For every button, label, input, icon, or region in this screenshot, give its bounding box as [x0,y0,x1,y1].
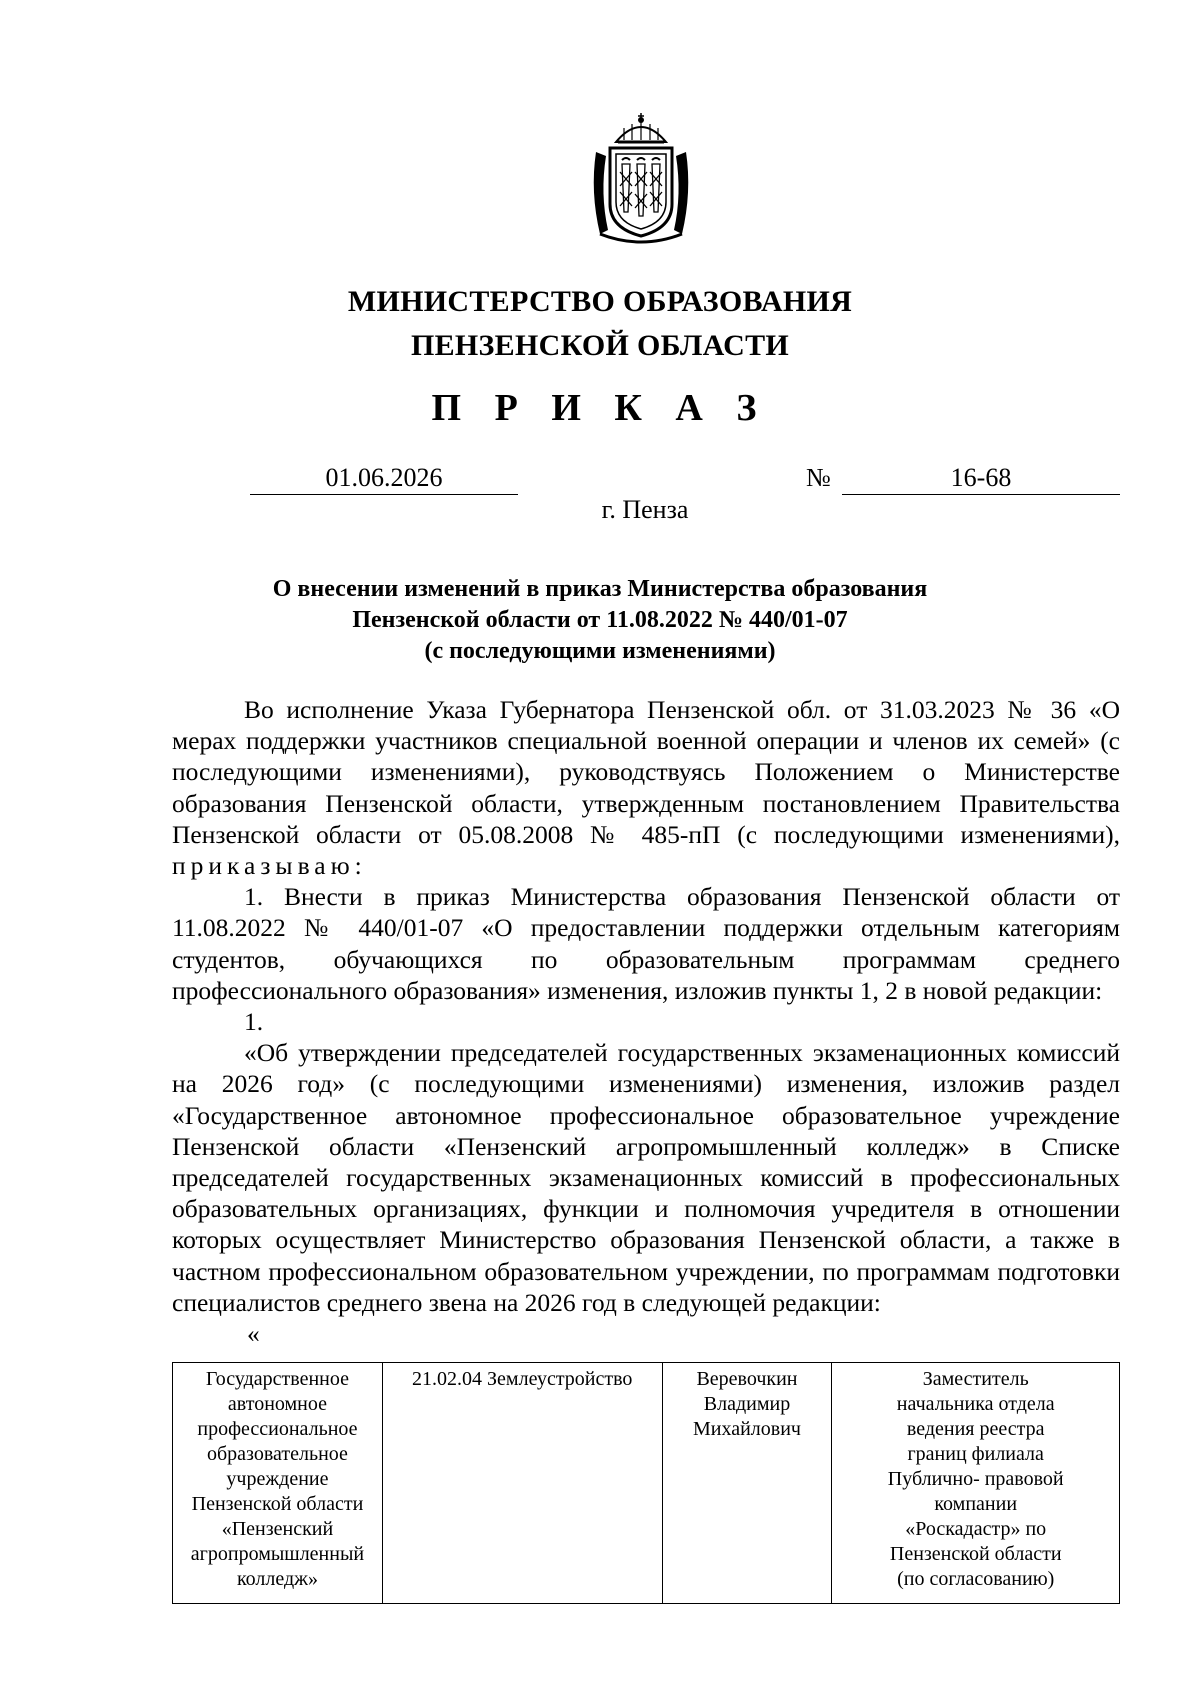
cell-line: Владимир [703,1393,791,1415]
cell-line: Публично- правовой [887,1468,1064,1490]
item-1-sub-number: 1. [244,1007,264,1037]
item-1-paragraph: 1. Внести в приказ Министерства образования Пензенской области от 11.08.2022 № 440/01-07 «О предоставлении поддержки отдельным категориям студентов, обучающихся по образовательным программам среднего профессионального образования» изменения, изложив пункты 1, 2 в новой редакции: [172,882,1120,1005]
ministry-line-1: МИНИСТЕРСТВО ОБРАЗОВАНИЯ [347,285,853,318]
cell-line: Веревочкин [696,1368,798,1390]
order-subject [150,574,1050,667]
table-row [173,1363,1120,1604]
commission-table [172,1362,1120,1604]
cell-line: ведения реестра [906,1418,1045,1440]
number-sign: № [806,463,831,492]
ministry-line-2: ПЕНЗЕНСКОЙ ОБЛАСТИ [410,329,790,362]
cell-line: учреждение [226,1468,329,1490]
cell-line: образовательное [207,1443,348,1465]
subject-line-2: Пензенской области от 11.08.2022 № 440/01-07 [352,607,848,633]
cell-line: колледж» [236,1568,318,1590]
position-cell [832,1363,1120,1604]
cell-line: «Пензенский [221,1518,334,1540]
order-date: 01.06.2026 [250,462,518,495]
cell-line: Заместитель [922,1368,1029,1390]
cell-line: агропромышленный [190,1543,365,1565]
cell-line: профессиональное [197,1418,358,1440]
subject-line-3: (с последующими изменениями) [424,638,776,664]
cell-line: Пензенской области [191,1493,364,1515]
specialty-cell [382,1363,662,1604]
coat-of-arms-icon [586,112,696,248]
cell-line: (по согласованию) [897,1568,1055,1590]
item-1-sub-paragraph: «Об утверждении председателей государственных экзаменационных комиссий на 2026 год» (с последующими изменениями) изменения, изложив раздел «Государственное автономное профессиональное образовательное учреждение Пензенской области «Пензенский агропромышленный колледж» в Списке председателей государственных экзаменационных комиссий в профессиональных образовательных организациях, функции и полномочия учредителя в отношении которых осуществляет Министерство образования Пензенской области, а также в частном профессиональном образовательном учреждении, по программам подготовки специалистов среднего звена на 2026 год в следующей редакции: [172,1038,1120,1317]
city: г. Пенза [601,495,689,524]
cell-line: начальника отдела [896,1393,1055,1415]
institution-cell [173,1363,383,1604]
order-number: 16-68 [842,462,1120,495]
opening-quote: « [247,1319,260,1349]
cell-line: автономное [227,1393,328,1415]
order-word: приказываю: [172,851,367,881]
preamble-paragraph [172,694,1120,881]
subject-line-1: О внесении изменений в приказ Министерства образования [272,576,928,602]
document-type: П Р И К А З [431,387,769,429]
ministry-name [0,280,1200,368]
cell-line: Михайлович [692,1418,801,1440]
order-body [172,694,1120,1349]
cell-line: компании [934,1493,1018,1515]
cell-line: 21.02.04 Землеустройство [412,1368,633,1390]
preamble-text: Во исполнение Указа Губернатора Пензенской обл. от 31.03.2023 № 36 «О мерах поддержки участников специальной военной операции и членов их семей» (с последующими изменениями), руководствуясь Положением о Министерстве образования Пензенской области, утвержденным постановлением Правительства Пензенской области от 05.08.2008 № 485-пП (с последующими изменениями), [172,695,1120,849]
cell-line: «Роскадастр» по [905,1518,1047,1540]
cell-line: границ филиала [907,1443,1044,1465]
chairman-cell [662,1363,832,1604]
cell-line: Государственное [205,1368,349,1390]
cell-line: Пензенской области [889,1543,1062,1565]
